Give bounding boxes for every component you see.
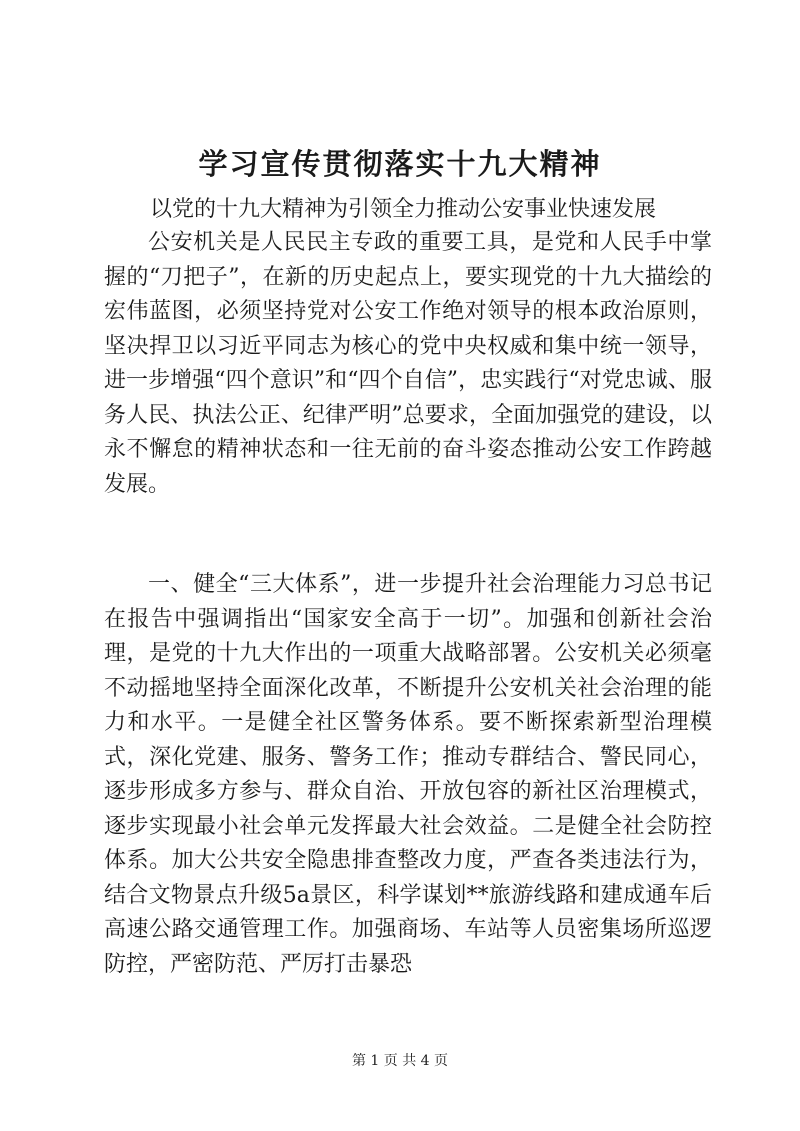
document-subtitle: 以党的十九大精神为引领全力推动公安事业快速发展 xyxy=(150,197,657,222)
page-number-footer: 第 1 页 共 4 页 xyxy=(351,1053,449,1069)
document-title: 学习宣传贯彻落实十九大精神 xyxy=(198,147,602,181)
body-paragraph: 一、健全“三大体系”，进一步提升社会治理能力习总书记在报告中强调指出“国家安全高于一切”。加强和创新社会治理，是党的十九大作出的一项重大战略部署。公安机关必须毫不动摇地坚持全面深化改革，不断提升公安机关社会治理的能力和水平。一是健全社区警务体系。要不断探索新型治理模式，深化党建、服务、警务工作；推动专群结合、警民同心，逐步形成多方参与、群众自治、开放包容的新社区治理模式，逐步实现最小社会单元发挥最大社会效益。二是健全社会防控体系。加大公共安全隐患排查整改力度，严查各类违法行为，结合文物景点升级5a景区，科学谋划**旅游线路和建成通车后高速公路交通管理工作。加强商场、车站等人员密集场所巡逻防控，严密防范、严厉打击暴恐 xyxy=(104,572,712,977)
body-paragraph: 公安机关是人民民主专政的重要工具，是党和人民手中掌握的“刀把子”，在新的历史起点上，要实现党的十九大描绘的宏伟蓝图，必须坚持党对公安工作绝对领导的根本政治原则，坚决捍卫以习近平同志为核心的党中央权威和集中统一领导，进一步增强“四个意识”和“四个自信”，忠实践行“对党忠诚、服务人民、执法公正、纪律严明”总要求，全面加强党的建设，以永不懈怠的精神状态和一往无前的奋斗姿态推动公安工作跨越发展。 xyxy=(104,230,712,497)
